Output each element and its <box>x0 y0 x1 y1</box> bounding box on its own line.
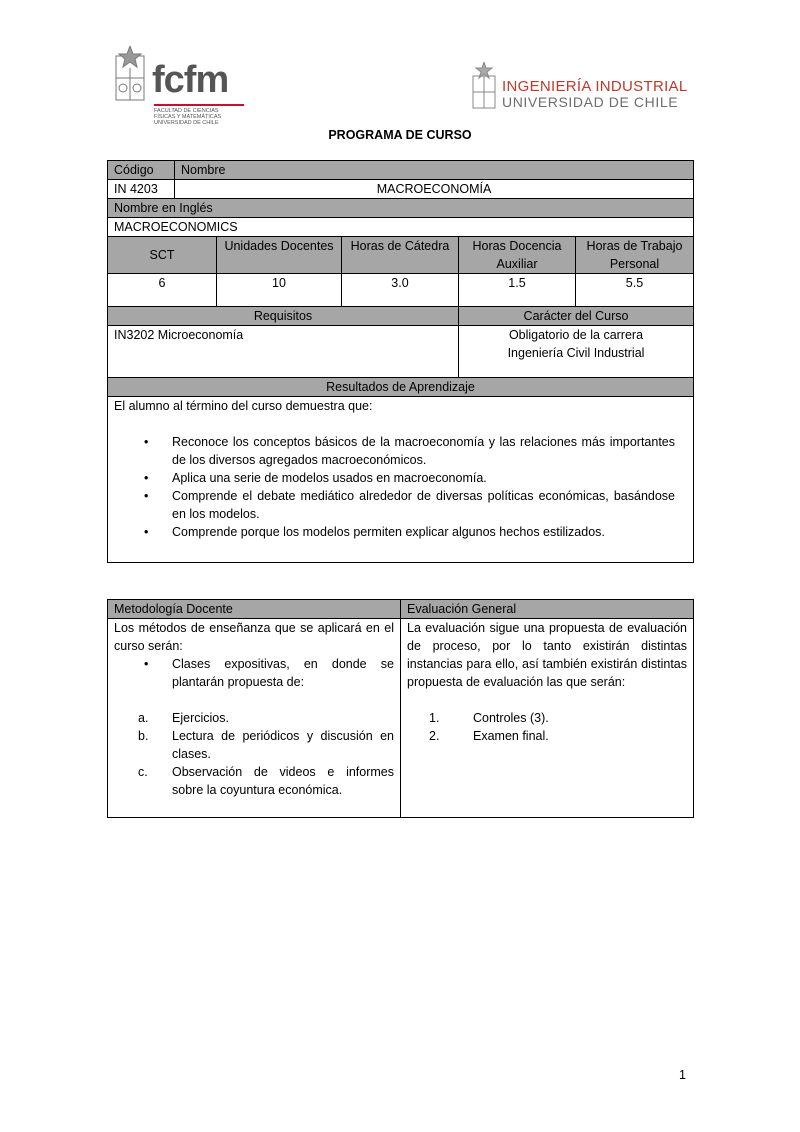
horas-catedra-header: Horas de Cátedra <box>342 237 459 274</box>
list-marker: 2. <box>429 729 440 743</box>
list-item <box>407 709 687 727</box>
horas-trabajo-value: 5.5 <box>576 274 694 307</box>
list-marker: c. <box>138 765 148 779</box>
document-title: PROGRAMA DE CURSO <box>328 128 472 142</box>
list-text: Examen final. <box>473 729 549 743</box>
unidades-docentes-header: Unidades Docentes <box>217 237 342 274</box>
list-item <box>114 709 394 727</box>
ii-logo-subtitle: UNIVERSIDAD DE CHILE <box>502 94 679 110</box>
fcfm-subtitle-line: FACULTAD DE CIENCIAS <box>154 108 219 114</box>
english-name-label: Nombre en Inglés <box>108 199 694 218</box>
english-name: MACROECONOMICS <box>108 218 694 237</box>
resultados-intro: El alumno al término del curso demuestra que: <box>114 399 373 413</box>
horas-catedra-value: 3.0 <box>342 274 459 307</box>
ii-logo-title: INGENIERÍA INDUSTRIAL <box>502 78 688 95</box>
list-item: • Comprende porque los modelos permiten explicar algunos hechos estilizados. <box>172 523 675 541</box>
evaluacion-label: Evaluación General <box>401 600 694 619</box>
list-text: Observación de videos e informes sobre la coyuntura económica. <box>172 765 394 797</box>
course-info-table <box>107 160 694 563</box>
list-item: • Reconoce los conceptos básicos de la macroeconomía y las relaciones más importantes de los diversos agregados macroeconómicos. <box>172 433 675 469</box>
list-item <box>114 727 394 763</box>
fcfm-subtitle-line: UNIVERSIDAD DE CHILE <box>154 120 219 126</box>
list-text: Ejercicios. <box>172 711 229 725</box>
horas-auxiliar-value: 1.5 <box>459 274 576 307</box>
caracter-value: Obligatorio de la carrera Ingeniería Civil Industrial <box>459 326 694 378</box>
methodology-evaluation-table <box>107 599 694 818</box>
resultados-label: Resultados de Aprendizaje <box>108 378 694 397</box>
page-number: 1 <box>679 1068 686 1082</box>
list-marker: 1. <box>429 711 440 725</box>
fcfm-subtitle-line: FÍSICAS Y MATEMÁTICAS <box>154 114 222 120</box>
list-marker: b. <box>138 729 149 743</box>
caracter-label: Carácter del Curso <box>459 307 694 326</box>
list-item: • Clases expositivas, en donde se plantarán propuesta de: <box>172 655 394 691</box>
horas-trabajo-header: Horas de Trabajo Personal <box>576 237 694 274</box>
sct-header: SCT <box>108 237 217 274</box>
fcfm-divider <box>154 104 244 106</box>
list-marker: a. <box>138 711 149 725</box>
code-label: Código <box>108 161 175 180</box>
ii-seal-icon <box>472 62 496 110</box>
fcfm-wordmark: fcfm <box>152 59 229 101</box>
list-item: • Comprende el debate mediático alrededor de diversas políticas económicas, basándose en los modelos. <box>172 487 675 523</box>
horas-auxiliar-header: Horas Docencia Auxiliar <box>459 237 576 274</box>
requisitos-label: Requisitos <box>108 307 459 326</box>
name-label: Nombre <box>175 161 694 180</box>
requisitos-value: IN3202 Microeconomía <box>108 326 459 378</box>
list-item <box>114 763 394 799</box>
sct-value: 6 <box>108 274 217 307</box>
list-item: • Aplica una serie de modelos usados en macroeconomía. <box>172 469 675 487</box>
metodologia-label: Metodología Docente <box>108 600 401 619</box>
evaluacion-section <box>401 619 694 818</box>
metodologia-intro: Los métodos de enseñanza que se aplicará en el curso serán: <box>114 621 394 653</box>
evaluacion-intro: La evaluación sigue una propuesta de evaluación de proceso, por lo tanto existirán distintas instancias para ello, así también existirán distintas propuesta de evaluación las que serán: <box>407 621 687 689</box>
fcfm-logo <box>114 46 244 130</box>
course-code: IN 4203 <box>108 180 175 199</box>
list-text: Controles (3). <box>473 711 549 725</box>
list-item <box>407 727 687 745</box>
list-text: Lectura de periódicos y discusión en clases. <box>172 729 394 761</box>
resultados-section <box>108 397 694 563</box>
metodologia-section <box>108 619 401 818</box>
ingenieria-industrial-logo <box>472 62 687 112</box>
fcfm-subtitle <box>154 108 221 126</box>
unidades-docentes-value: 10 <box>217 274 342 307</box>
course-name: MACROECONOMÍA <box>175 180 694 199</box>
